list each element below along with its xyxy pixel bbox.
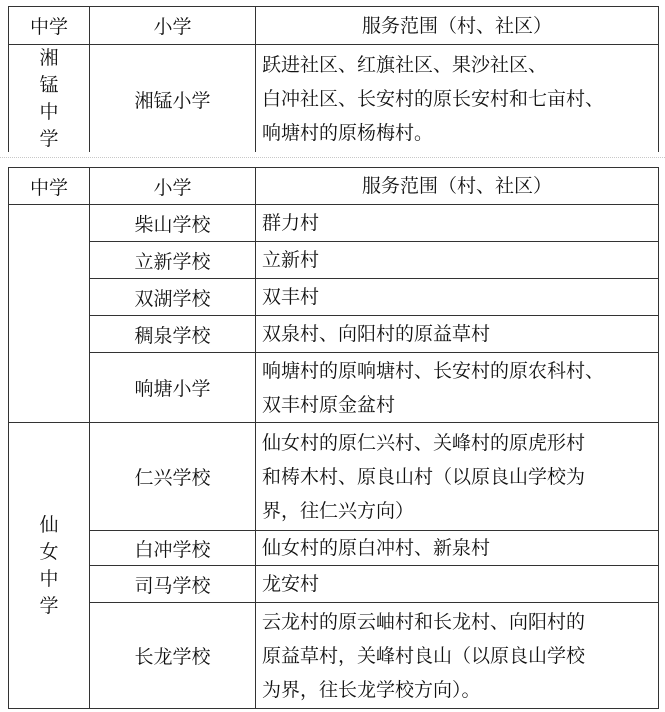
scope-line: 响塘村的原响塘村、长安村的原农科村、 [262,359,605,382]
scope-line: 双丰村原金盆村 [262,393,396,416]
primary-school-cell: 仁兴学校 [90,423,256,531]
primary-school-cell: 司马学校 [90,566,256,603]
middle-school-name: 仙女中学 [39,513,59,617]
service-scope-cell [256,45,659,154]
service-scope-cell [256,423,659,531]
page-break-gap [0,152,665,166]
scope-line: 界，往仁兴方向） [262,499,415,522]
primary-school-cell: 双湖学校 [90,279,256,316]
scope-line: 白冲社区、长安村的原长安村和七亩村、 [262,88,605,110]
header-service-scope: 服务范围（村、社区） [256,7,659,45]
table-row [9,603,659,709]
table-row [9,205,659,242]
service-scope-cell: 双丰村 [256,279,659,316]
middle-school-cell-empty [9,205,90,423]
primary-school-cell: 稠泉学校 [90,316,256,353]
table-row [9,316,659,353]
primary-school-cell: 响塘小学 [90,353,256,423]
school-service-table-2 [8,167,659,709]
table-row [9,423,659,531]
service-scope-cell: 龙安村 [256,566,659,603]
service-scope-cell [256,603,659,709]
school-service-table-1 [8,6,659,154]
header-primary-school: 小学 [90,7,256,45]
scope-line: 原益草村，关峰村良山（以原良山学校 [262,644,586,667]
scope-line: 响塘村的原杨梅村。 [262,122,434,144]
table-row [9,531,659,566]
header-middle-school: 中学 [9,7,90,45]
primary-school-cell: 湘锰小学 [90,45,256,154]
middle-school-name: 湘锰中学 [39,47,59,150]
table-header-row [9,7,659,45]
table-row [9,45,659,154]
middle-school-cell [9,45,90,154]
middle-school-cell [9,423,90,709]
scope-line: 和梼木村、原良山村（以原良山学校为 [262,465,586,488]
table-header-row [9,168,659,205]
scope-line: 为界，往长龙学校方向）。 [262,678,481,701]
table-row [9,279,659,316]
header-middle-school: 中学 [9,168,90,205]
table-row [9,242,659,279]
header-primary-school: 小学 [90,168,256,205]
service-scope-cell: 立新村 [256,242,659,279]
primary-school-cell: 长龙学校 [90,603,256,709]
service-scope-cell: 群力村 [256,205,659,242]
primary-school-cell: 立新学校 [90,242,256,279]
scope-line: 跃进社区、红旗社区、果沙社区、 [262,54,548,76]
primary-school-cell: 柴山学校 [90,205,256,242]
header-service-scope: 服务范围（村、社区） [256,168,659,205]
table-row [9,353,659,423]
scope-line: 云龙村的原云岫村和长龙村、向阳村的 [262,610,586,633]
scope-line: 仙女村的原仁兴村、关峰村的原虎形村 [262,431,586,454]
service-scope-cell [256,353,659,423]
table-row [9,566,659,603]
service-scope-cell: 仙女村的原白冲村、新泉村 [256,531,659,566]
page-break-line [0,157,665,158]
primary-school-cell: 白冲学校 [90,531,256,566]
service-scope-cell: 双泉村、向阳村的原益草村 [256,316,659,353]
